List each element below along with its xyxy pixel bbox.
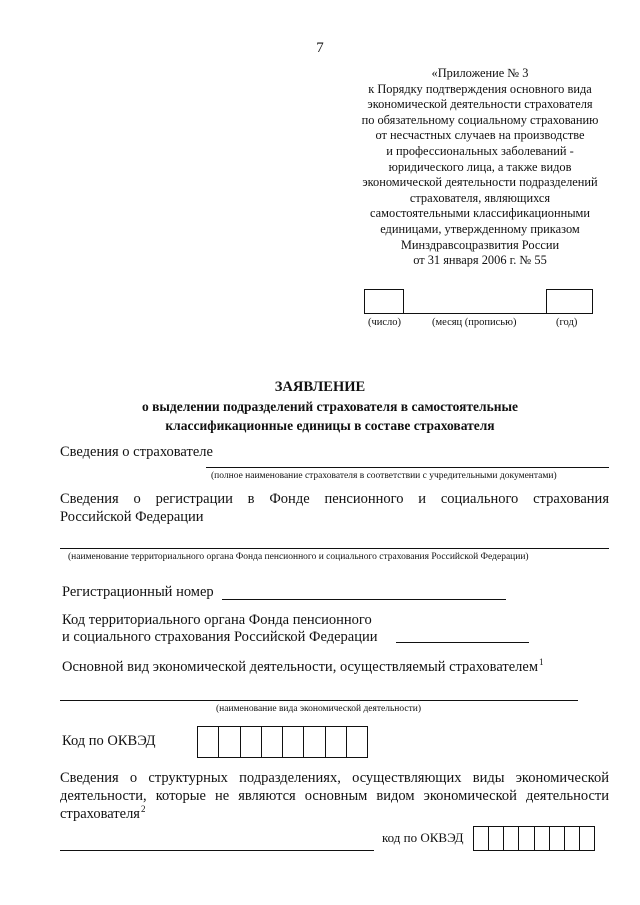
code-label-line: Код территориального органа Фонда пенсионного: [62, 612, 372, 628]
structural-text-last: страхователя: [60, 806, 140, 822]
okved-cell[interactable]: [579, 827, 594, 850]
okved-cell[interactable]: [282, 727, 303, 757]
appendix-line: Минздравсоцразвития России: [400, 237, 560, 252]
appendix-line: страхователя, являющихся: [409, 190, 551, 205]
appendix-line: самостоятельными классификационными: [369, 206, 591, 221]
appendix-line: экономической деятельности подразделений: [362, 175, 598, 190]
appendix-line: от 31 января 2006 г. № 55: [413, 253, 547, 268]
subdivision-name-line[interactable]: [60, 850, 374, 851]
structural-text-line: [60, 806, 145, 823]
day-caption: (число): [368, 317, 402, 328]
code-label-line: и социального страхования Российской Федерации: [62, 629, 378, 645]
insurer-name-line[interactable]: [206, 467, 609, 468]
reg-number-label: Регистрационный номер: [62, 584, 214, 600]
month-line[interactable]: [404, 313, 546, 314]
okved-cell[interactable]: [240, 727, 261, 757]
territorial-code-line[interactable]: [396, 642, 529, 643]
main-activity-label: [62, 659, 544, 676]
registration-text-line: Сведения о регистрации в Фонде пенсионного и социального страхования: [60, 491, 609, 507]
footnote-marker: 2: [140, 804, 146, 814]
activity-caption: (наименование вида экономической деятельности): [216, 704, 421, 714]
appendix-note: [340, 66, 620, 269]
insurer-caption: (полное наименование страхователя в соответствии с учредительными документами): [211, 471, 557, 481]
appendix-line: «Приложение № 3: [431, 66, 529, 80]
okved-small-label: код по ОКВЭД: [382, 830, 464, 845]
okved-label: Код по ОКВЭД: [62, 733, 156, 749]
okved-cell[interactable]: [198, 727, 218, 757]
subtitle-line: о выделении подразделений страхователя в самостоятельные: [141, 399, 519, 414]
okved-cell[interactable]: [564, 827, 579, 850]
okved-cell[interactable]: [518, 827, 533, 850]
appendix-line: от несчастных случаев на производстве: [375, 128, 585, 143]
okved-cell[interactable]: [325, 727, 346, 757]
okved-code-cells[interactable]: [197, 726, 368, 758]
insurer-label: Сведения о страхователе: [60, 444, 213, 460]
okved-cell[interactable]: [503, 827, 518, 850]
month-caption: (месяц (прописью): [432, 317, 517, 328]
fund-name-line[interactable]: [60, 548, 609, 549]
main-activity-text: Основной вид экономической деятельности, осуществляемый страхователем: [62, 659, 539, 675]
document-title: ЗАЯВЛЕНИЕ: [274, 379, 366, 395]
structural-text-line: деятельности, которые не являются основным видом экономической деятельности: [60, 788, 609, 804]
okved-cell[interactable]: [549, 827, 564, 850]
appendix-line: юридического лица, а также видов: [388, 159, 572, 174]
year-box[interactable]: [546, 289, 593, 314]
appendix-line: по обязательному социальному страхованию: [361, 112, 599, 127]
page-number: 7: [316, 40, 324, 56]
subtitle-line: классификационные единицы в составе страхователя: [165, 418, 495, 433]
reg-number-line[interactable]: [222, 599, 506, 600]
appendix-line: единицами, утвержденному приказом: [380, 221, 580, 236]
appendix-line: и профессиональных заболеваний -: [386, 143, 574, 158]
document-subtitle: [60, 397, 600, 435]
footnote-marker: 1: [539, 657, 544, 667]
okved-cell[interactable]: [534, 827, 549, 850]
day-box[interactable]: [364, 289, 404, 314]
okved-cell[interactable]: [218, 727, 239, 757]
year-caption: (год): [556, 317, 578, 328]
okved-cell[interactable]: [261, 727, 282, 757]
appendix-line: экономической деятельности страхователя: [367, 97, 593, 112]
fund-caption: (наименование территориального органа Фонда пенсионного и социального страхования Российской Федерации): [68, 552, 529, 562]
okved-cell[interactable]: [303, 727, 324, 757]
activity-name-line[interactable]: [60, 700, 578, 701]
structural-text-line: Сведения о структурных подразделениях, осуществляющих виды экономической: [60, 770, 609, 786]
appendix-line: к Порядку подтверждения основного вида: [368, 81, 592, 96]
okved-cell[interactable]: [488, 827, 503, 850]
subdivision-okved-cells[interactable]: [473, 826, 595, 851]
okved-cell[interactable]: [474, 827, 488, 850]
registration-text-line: Российской Федерации: [60, 509, 204, 525]
okved-cell[interactable]: [346, 727, 367, 757]
